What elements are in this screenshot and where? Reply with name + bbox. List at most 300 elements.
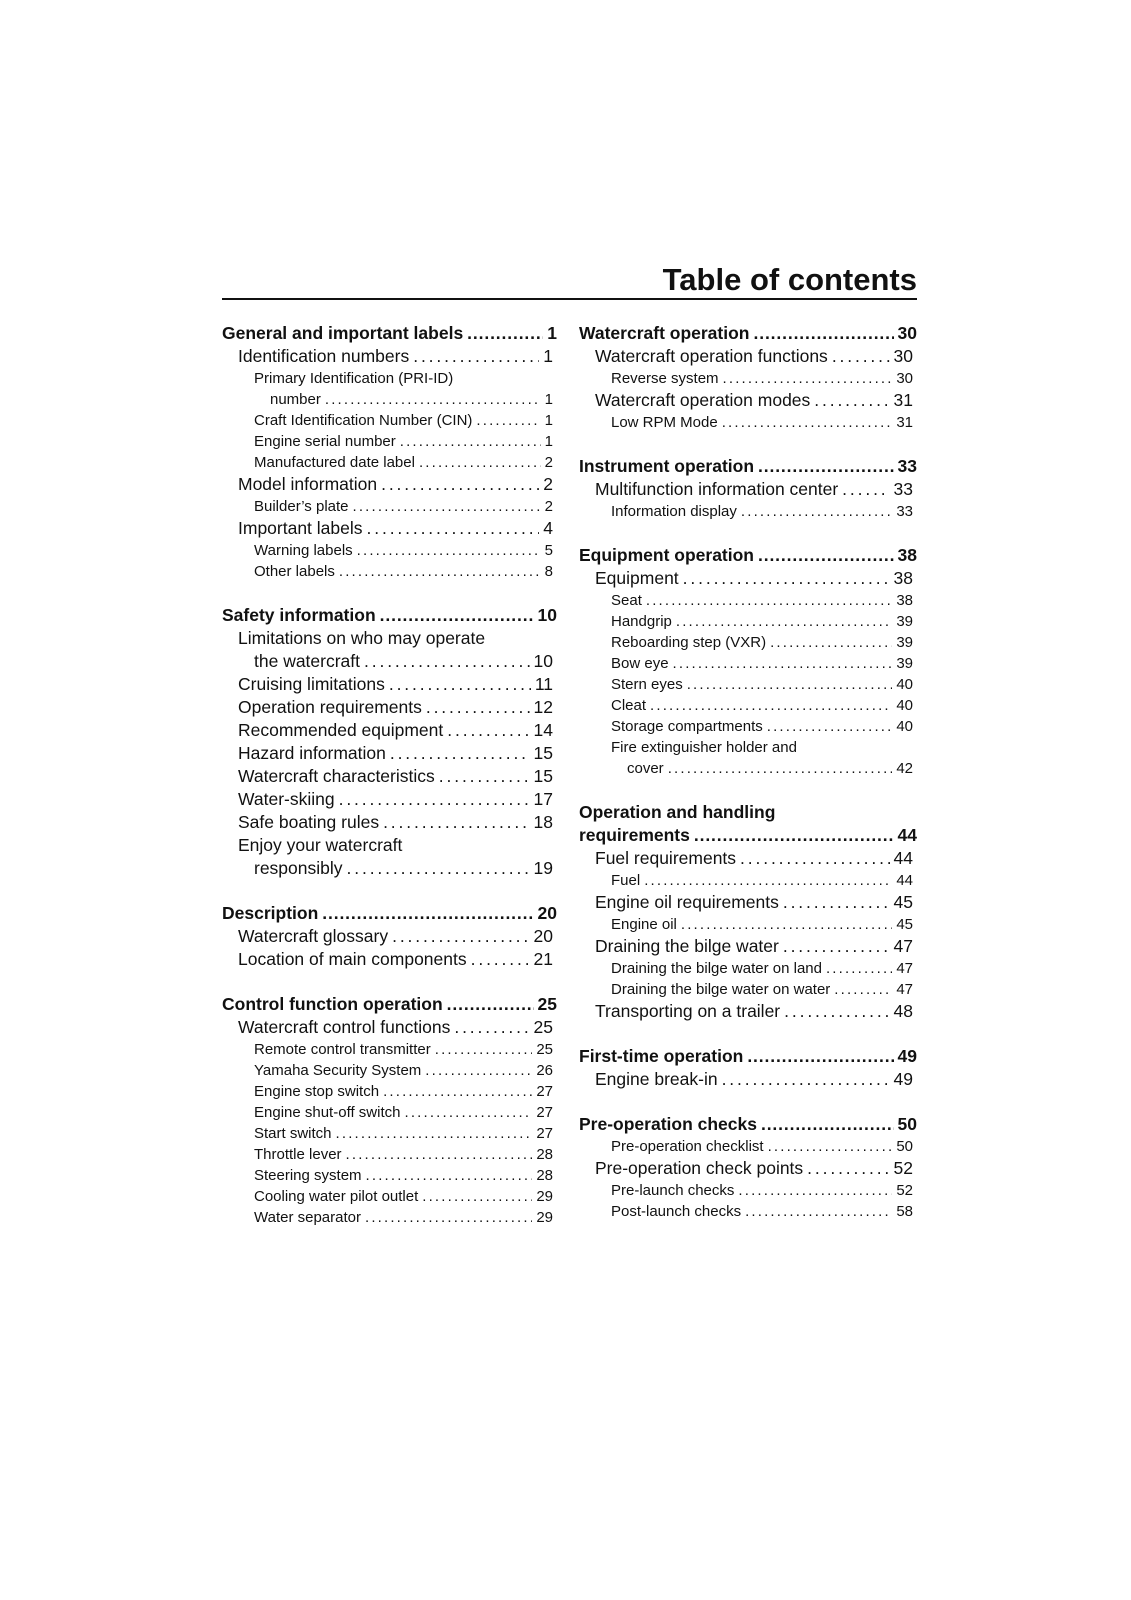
toc-item[interactable] <box>222 1102 557 1123</box>
toc-entry <box>595 847 913 870</box>
toc-entry-title: Recommended equipment <box>238 720 444 740</box>
toc-item[interactable] <box>579 958 917 979</box>
toc-page-number: 17 <box>533 789 553 809</box>
toc-page-number: 15 <box>533 766 553 786</box>
toc-entry <box>238 742 553 765</box>
toc-entry-title-line: Operation and handling <box>579 802 776 822</box>
toc-entry <box>579 544 917 567</box>
dot-leader <box>339 561 541 582</box>
toc-section[interactable] <box>222 322 557 345</box>
toc-item[interactable] <box>579 501 917 522</box>
toc-entry-title: Storage compartments <box>611 718 763 735</box>
dot-leader <box>646 590 892 611</box>
toc-entry-title: Remote control transmitter <box>254 1041 431 1058</box>
toc-entry <box>579 824 917 847</box>
toc-entry-title: Fuel requirements <box>595 848 737 868</box>
toc-item[interactable] <box>222 561 557 582</box>
toc-entry <box>595 935 913 958</box>
toc-page-number: 58 <box>896 1203 913 1220</box>
toc-page-number: 45 <box>896 916 913 933</box>
toc-entry-title: number <box>270 391 321 408</box>
toc-item[interactable] <box>579 695 917 716</box>
dot-leader <box>723 368 893 389</box>
toc-entry-title: Operation requirements <box>238 697 422 717</box>
toc-entry-title-line: Fire extinguisher holder and <box>611 739 797 756</box>
toc-page-number: 39 <box>896 613 913 630</box>
toc-entry-title: Watercraft characteristics <box>238 766 435 786</box>
toc-entry <box>254 561 553 582</box>
dot-leader <box>650 695 892 716</box>
toc-page-number: 49 <box>893 1069 913 1089</box>
toc-page-number: 39 <box>896 655 913 672</box>
toc-entry <box>254 1144 553 1165</box>
toc-entry-title: the watercraft <box>254 651 361 671</box>
toc-entry-title: Reboarding step (VXR) <box>611 634 767 651</box>
dot-leader <box>741 501 892 522</box>
toc-entry-title: Builder’s plate <box>254 498 349 515</box>
dot-leader <box>366 1165 533 1186</box>
toc-entry <box>238 811 553 834</box>
toc-page-number: 50 <box>896 1138 913 1155</box>
dot-leader <box>754 322 894 345</box>
toc-item[interactable] <box>222 452 557 473</box>
toc-page-number: 33 <box>893 479 913 499</box>
toc-page-number: 21 <box>533 949 553 969</box>
toc-entry <box>579 1113 917 1136</box>
dot-leader <box>761 1113 894 1136</box>
dot-leader <box>767 716 893 737</box>
dot-leader <box>347 857 530 880</box>
toc-page-number: 2 <box>544 498 553 515</box>
toc-entry <box>611 611 913 632</box>
toc-item[interactable] <box>222 496 557 517</box>
toc-entry-title: First-time operation <box>579 1046 744 1066</box>
toc-page-number: 38 <box>893 568 913 588</box>
toc-subsection[interactable] <box>579 935 917 958</box>
toc-section[interactable] <box>579 1045 917 1068</box>
toc-entry-title: Hazard information <box>238 743 386 763</box>
toc-section[interactable] <box>579 455 917 478</box>
toc-page-number: 52 <box>896 1182 913 1199</box>
dot-leader <box>738 1180 892 1201</box>
toc-section[interactable] <box>579 801 917 847</box>
toc-entry <box>611 914 913 935</box>
toc-entry <box>238 948 553 971</box>
dot-leader <box>357 540 541 561</box>
toc-item[interactable] <box>222 1144 557 1165</box>
toc-entry <box>222 604 557 627</box>
dot-leader <box>740 847 889 870</box>
toc-page-number: 30 <box>897 323 917 343</box>
toc-entry-title: Information display <box>611 503 737 520</box>
toc-item[interactable] <box>222 540 557 561</box>
dot-leader <box>419 452 541 473</box>
toc-entry <box>595 891 913 914</box>
toc-entry-title: Reverse system <box>611 370 719 387</box>
toc-entry-title: Start switch <box>254 1125 332 1142</box>
toc-page-number: 31 <box>896 414 913 431</box>
toc-item[interactable] <box>222 368 557 410</box>
toc-entry-title: Location of main components <box>238 949 467 969</box>
toc-page-number: 20 <box>533 926 553 946</box>
toc-entry <box>222 993 557 1016</box>
dot-leader <box>747 1045 893 1068</box>
toc-subsection[interactable] <box>222 765 557 788</box>
toc-subsection[interactable] <box>222 696 557 719</box>
dot-leader <box>426 696 530 719</box>
toc-page-number: 38 <box>896 592 913 609</box>
toc-page-number: 50 <box>897 1114 917 1134</box>
toc-entry <box>611 958 913 979</box>
toc-subsection[interactable] <box>579 1000 917 1023</box>
dot-leader <box>842 478 889 501</box>
toc-entry-title: Watercraft operation modes <box>595 390 811 410</box>
toc-entry <box>254 431 553 452</box>
toc-item[interactable] <box>579 737 917 779</box>
toc-page-number: 18 <box>533 812 553 832</box>
toc-entry-title: Important labels <box>238 518 363 538</box>
toc-entry <box>254 496 553 517</box>
toc-entry <box>238 473 553 496</box>
toc-subsection[interactable] <box>222 742 557 765</box>
toc-entry-title: Water-skiing <box>238 789 335 809</box>
toc-item[interactable] <box>579 914 917 935</box>
toc-subsection[interactable] <box>222 517 557 540</box>
toc-item[interactable] <box>579 653 917 674</box>
toc-item[interactable] <box>579 611 917 632</box>
toc-entry <box>254 389 553 410</box>
toc-entry <box>595 478 913 501</box>
toc-entry-title: Post-launch checks <box>611 1203 742 1220</box>
toc-entry-title: requirements <box>579 825 690 845</box>
toc-section[interactable] <box>222 604 557 627</box>
toc-page-number: 42 <box>896 760 913 777</box>
toc-subsection[interactable] <box>222 673 557 696</box>
toc-item[interactable] <box>579 412 917 433</box>
toc-entry-title: responsibly <box>254 858 343 878</box>
dot-leader <box>807 1157 889 1180</box>
toc-entry-title: Model information <box>238 474 378 494</box>
dot-leader <box>422 1186 532 1207</box>
dot-leader <box>413 345 539 368</box>
toc-entry <box>254 1060 553 1081</box>
toc-entry-title: Equipment operation <box>579 545 754 565</box>
toc-entry-title-line: Primary Identification (PRI-ID) <box>254 370 454 387</box>
toc-entry-title: Watercraft operation functions <box>595 346 828 366</box>
toc-subsection[interactable] <box>579 567 917 590</box>
toc-entry-title: Watercraft glossary <box>238 926 389 946</box>
toc-subsection[interactable] <box>579 891 917 914</box>
toc-entry-title: Bow eye <box>611 655 669 672</box>
dot-leader <box>768 1136 893 1157</box>
toc-entry <box>254 1207 553 1228</box>
toc-item[interactable] <box>222 1186 557 1207</box>
toc-item[interactable] <box>222 410 557 431</box>
toc-entry-title: Pre-operation checklist <box>611 1138 764 1155</box>
page-title: Table of contents <box>662 262 917 297</box>
toc-item[interactable] <box>222 1039 557 1060</box>
toc-page-number: 52 <box>893 1158 913 1178</box>
dot-leader <box>681 914 892 935</box>
toc-entry <box>222 322 557 345</box>
toc-item[interactable] <box>579 979 917 1000</box>
dot-leader <box>367 517 540 540</box>
toc-subsection[interactable] <box>222 834 557 880</box>
toc-entry <box>238 345 553 368</box>
dot-leader <box>447 719 529 742</box>
toc-entry-title: General and important labels <box>222 323 464 343</box>
toc-entry <box>254 540 553 561</box>
dot-leader <box>834 979 892 1000</box>
toc-entry <box>611 1180 913 1201</box>
toc-item[interactable] <box>222 1123 557 1144</box>
toc-item[interactable] <box>222 1081 557 1102</box>
toc-page-number: 27 <box>536 1104 553 1121</box>
toc-item[interactable] <box>579 368 917 389</box>
toc-entry <box>611 870 913 891</box>
toc-page-number: 11 <box>534 674 553 694</box>
dot-leader <box>400 431 541 452</box>
dot-leader <box>668 758 893 779</box>
dot-leader <box>644 870 892 891</box>
dot-leader <box>365 1207 532 1228</box>
toc-entry <box>254 1123 553 1144</box>
toc-entry <box>254 1165 553 1186</box>
toc-entry <box>579 322 917 345</box>
toc-item[interactable] <box>579 716 917 737</box>
toc-page-number: 26 <box>536 1062 553 1079</box>
dot-leader <box>784 1000 889 1023</box>
toc-entry <box>222 902 557 925</box>
dot-leader <box>447 993 534 1016</box>
toc-subsection[interactable] <box>579 389 917 412</box>
toc-subsection[interactable] <box>222 925 557 948</box>
toc-entry-title: Safe boating rules <box>238 812 380 832</box>
toc-entry <box>238 650 553 673</box>
toc-item[interactable] <box>222 1060 557 1081</box>
toc-page-number: 40 <box>896 718 913 735</box>
toc-entry-title: Transporting on a trailer <box>595 1001 781 1021</box>
section-gap <box>579 522 917 544</box>
section-gap <box>579 779 917 801</box>
toc-page-number: 39 <box>896 634 913 651</box>
dot-leader <box>380 604 534 627</box>
toc-entry-title: Pre-operation checks <box>579 1114 757 1134</box>
toc-item[interactable] <box>579 674 917 695</box>
toc-subsection[interactable] <box>222 473 557 496</box>
dot-leader <box>454 1016 529 1039</box>
dot-leader <box>353 496 541 517</box>
toc-entry-title: Cruising limitations <box>238 674 385 694</box>
toc-page-number: 27 <box>536 1125 553 1142</box>
toc-entry <box>611 1201 913 1222</box>
dot-leader <box>346 1144 533 1165</box>
toc-entry-title: Other labels <box>254 563 335 580</box>
toc-entry-title: Engine serial number <box>254 433 396 450</box>
dot-leader <box>389 673 531 696</box>
dot-leader <box>339 788 530 811</box>
dot-leader <box>325 389 541 410</box>
dot-leader <box>832 345 890 368</box>
toc-entry-title: Engine stop switch <box>254 1083 380 1100</box>
toc-section[interactable] <box>222 902 557 925</box>
toc-entry <box>238 1016 553 1039</box>
title-rule <box>222 298 917 300</box>
toc-entry <box>595 567 913 590</box>
toc-page-number: 44 <box>897 825 917 845</box>
toc-entry <box>238 857 553 880</box>
toc-entry-title: Craft Identification Number (CIN) <box>254 412 473 429</box>
toc-subsection[interactable] <box>222 811 557 834</box>
toc-entry-title: Watercraft operation <box>579 323 750 343</box>
toc-page-number: 45 <box>893 892 913 912</box>
toc-page-number: 40 <box>896 676 913 693</box>
toc-entry <box>611 979 913 1000</box>
toc-entry-title: Draining the bilge water <box>595 936 779 956</box>
toc-page-number: 1 <box>543 346 553 366</box>
toc-entry-title: Pre-launch checks <box>611 1182 735 1199</box>
toc-entry-title: Manufactured date label <box>254 454 415 471</box>
toc-subsection[interactable] <box>222 788 557 811</box>
toc-entry <box>579 455 917 478</box>
toc-entry-title-line: Limitations on who may operate <box>238 628 486 648</box>
dot-leader <box>435 1039 533 1060</box>
toc-entry-title: Water separator <box>254 1209 361 1226</box>
toc-item[interactable] <box>222 1165 557 1186</box>
toc-item[interactable] <box>579 1136 917 1157</box>
toc-entry-title: Warning labels <box>254 542 353 559</box>
toc-entry <box>611 674 913 695</box>
toc-entry <box>611 716 913 737</box>
toc-subsection[interactable] <box>579 1068 917 1091</box>
toc-entry <box>254 1102 553 1123</box>
toc-page-number: 38 <box>897 545 917 565</box>
toc-left-column <box>222 322 557 1228</box>
dot-leader <box>322 902 533 925</box>
toc-item[interactable] <box>579 1201 917 1222</box>
toc-page-number: 15 <box>533 743 553 763</box>
toc-item[interactable] <box>222 431 557 452</box>
toc-page-number: 1 <box>544 412 553 429</box>
toc-page-number: 33 <box>896 503 913 520</box>
toc-entry-title: Draining the bilge water on land <box>611 960 822 977</box>
toc-entry <box>238 765 553 788</box>
toc-section[interactable] <box>579 1113 917 1136</box>
toc-entry <box>254 1081 553 1102</box>
toc-section[interactable] <box>579 322 917 345</box>
toc-subsection[interactable] <box>222 719 557 742</box>
section-gap <box>222 582 557 604</box>
toc-item[interactable] <box>222 1207 557 1228</box>
toc-entry <box>611 412 913 433</box>
dot-leader <box>471 948 530 971</box>
dot-leader <box>392 925 529 948</box>
toc-entry <box>595 389 913 412</box>
dot-leader <box>336 1123 533 1144</box>
toc-entry <box>579 1045 917 1068</box>
section-gap <box>579 1023 917 1045</box>
toc-item[interactable] <box>579 632 917 653</box>
toc-page-number: 12 <box>533 697 553 717</box>
toc-entry <box>254 1039 553 1060</box>
toc-entry-title: Instrument operation <box>579 456 755 476</box>
toc-entry-title: Multifunction information center <box>595 479 839 499</box>
toc-subsection[interactable] <box>579 1157 917 1180</box>
section-gap <box>579 1091 917 1113</box>
toc-subsection[interactable] <box>222 345 557 368</box>
toc-entry <box>238 517 553 540</box>
toc-page-number: 2 <box>544 454 553 471</box>
toc-item[interactable] <box>579 870 917 891</box>
toc-entry-title: cover <box>627 760 664 777</box>
toc-subsection[interactable] <box>222 948 557 971</box>
toc-entry <box>611 632 913 653</box>
toc-page-number: 29 <box>536 1188 553 1205</box>
toc-entry <box>254 410 553 431</box>
toc-entry-title: Safety information <box>222 605 376 625</box>
dot-leader <box>758 544 894 567</box>
toc-entry <box>595 1068 913 1091</box>
dot-leader <box>770 632 892 653</box>
dot-leader <box>687 674 893 695</box>
toc-section[interactable] <box>222 993 557 1016</box>
toc-section[interactable] <box>579 544 917 567</box>
toc-entry-title: Steering system <box>254 1167 362 1184</box>
toc-subsection[interactable] <box>579 345 917 368</box>
toc-entry <box>254 1186 553 1207</box>
dot-leader <box>439 765 530 788</box>
toc-entry-title: Yamaha Security System <box>254 1062 422 1079</box>
toc-right-column <box>579 322 917 1222</box>
toc-page-number: 14 <box>533 720 553 740</box>
toc-entry-title-line: Enjoy your watercraft <box>238 835 403 855</box>
dot-leader <box>364 650 530 673</box>
toc-subsection[interactable] <box>579 847 917 870</box>
toc-page-number: 10 <box>537 605 557 625</box>
toc-entry-title: Engine oil <box>611 916 677 933</box>
toc-page-number: 25 <box>537 994 557 1014</box>
toc-entry <box>611 653 913 674</box>
dot-leader <box>381 473 539 496</box>
toc-entry <box>595 1157 913 1180</box>
toc-entry <box>238 925 553 948</box>
toc-page-number: 47 <box>896 960 913 977</box>
toc-entry <box>611 590 913 611</box>
toc-item[interactable] <box>579 590 917 611</box>
toc-page-number: 29 <box>536 1209 553 1226</box>
toc-subsection[interactable] <box>222 1016 557 1039</box>
dot-leader <box>404 1102 532 1123</box>
toc-entry-title: Control function operation <box>222 994 443 1014</box>
toc-item[interactable] <box>579 1180 917 1201</box>
toc-entry-title: Stern eyes <box>611 676 683 693</box>
dot-leader <box>383 811 529 834</box>
toc-entry <box>611 1136 913 1157</box>
toc-entry <box>611 758 913 779</box>
dot-leader <box>676 611 892 632</box>
toc-page-number: 47 <box>896 981 913 998</box>
toc-entry-title: Cleat <box>611 697 647 714</box>
toc-page-number: 33 <box>897 456 917 476</box>
dot-leader <box>383 1081 532 1102</box>
toc-entry-title: Throttle lever <box>254 1146 342 1163</box>
toc-page-number: 10 <box>533 651 553 671</box>
toc-entry-title: Cooling water pilot outlet <box>254 1188 419 1205</box>
toc-subsection[interactable] <box>579 478 917 501</box>
toc-subsection[interactable] <box>222 627 557 673</box>
dot-leader <box>722 412 893 433</box>
toc-entry-title: Draining the bilge water on water <box>611 981 831 998</box>
